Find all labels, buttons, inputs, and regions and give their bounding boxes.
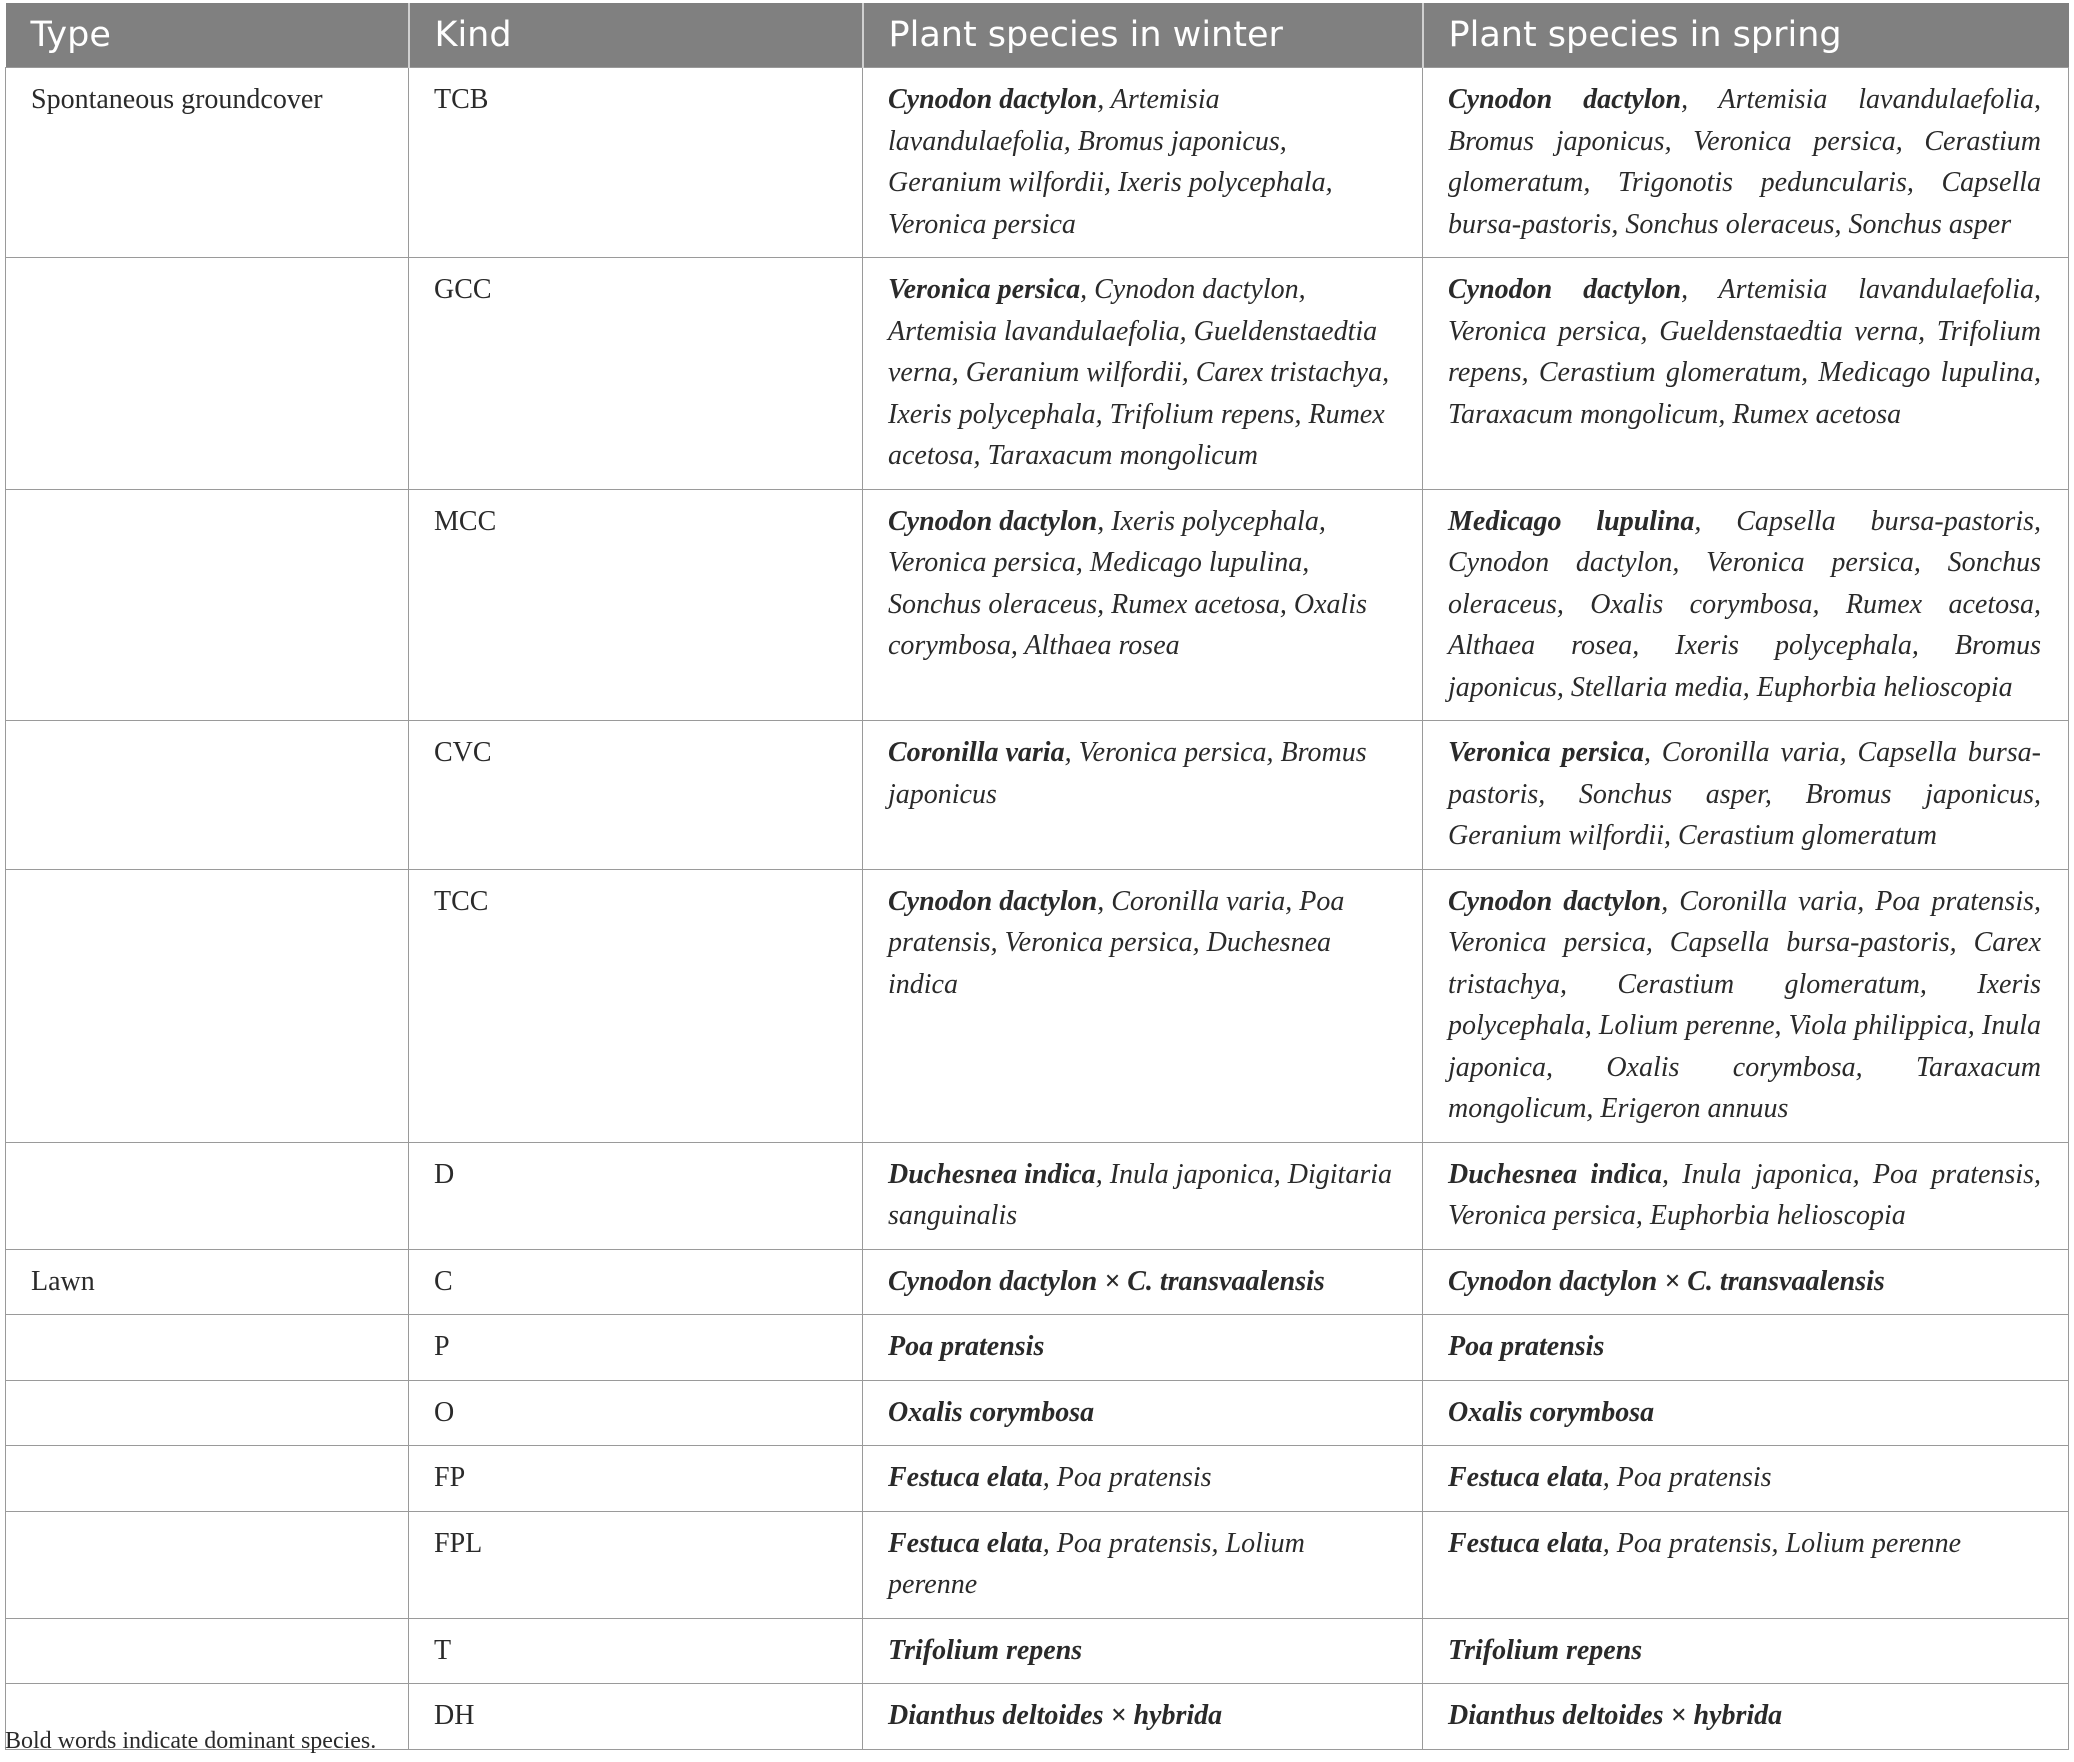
winter-species-cell [863, 1446, 1423, 1512]
dominant-species: Trifolium repens [1448, 1634, 1643, 1666]
kind-cell: FP [409, 1446, 863, 1512]
species-list: , Cynodon dactylon, Artemisia lavandulaefolia, Gueldenstaedtia verna, Geranium wilfordii, Carex tristachya, Ixeris polycephala, Trifolium repens, Rumex acetosa, Taraxacum mongolicum [888, 274, 1390, 471]
footnote: Bold words indicate dominant species. [5, 1728, 377, 1754]
type-cell [6, 489, 409, 721]
dominant-species: Veronica persica [1448, 737, 1644, 768]
species-list: , Veronica persica, Bromus japonicus [888, 737, 1367, 810]
table-row [6, 1315, 2069, 1381]
winter-species-cell [863, 1315, 1423, 1381]
winter-species-cell [863, 1511, 1423, 1618]
species-list: , Coronilla varia, Capsella bursa-pastoris, Sonchus asper, Bromus japonicus, Geranium wilfordii, Cerastium glomeratum [1448, 737, 2041, 851]
type-cell [6, 1380, 409, 1446]
species-list: , Artemisia lavandulaefolia, Bromus japonicus, Veronica persica, Cerastium glomeratum, Trigonotis peduncularis, Capsella bursa-pastoris, Sonchus oleraceus, Sonchus asper [1448, 84, 2041, 240]
species-list: , Poa pratensis [1602, 1462, 1772, 1493]
type-cell [6, 1142, 409, 1249]
winter-species-cell [863, 869, 1423, 1142]
spring-species-cell [1423, 1684, 2069, 1750]
table-body [6, 68, 2069, 1750]
kind-cell: D [409, 1142, 863, 1249]
dominant-species: Cynodon dactylon [1448, 885, 1662, 917]
spring-species-cell [1423, 68, 2069, 258]
dominant-species: Duchesnea indica [1448, 1158, 1662, 1190]
kind-cell: FPL [409, 1511, 863, 1618]
dominant-species: Veronica persica [888, 274, 1081, 305]
species-list: , Poa pratensis, Lolium perenne [888, 1527, 1305, 1600]
table-row [6, 1380, 2069, 1446]
dominant-species: Cynodon dactylon [888, 885, 1098, 917]
species-list: , Capsella bursa-pastoris, Cynodon dactylon, Veronica persica, Sonchus oleraceus, Oxalis corymbosa, Rumex acetosa, Althaea rosea, Ixeris polycephala, Bromus japonicus, Stellaria media, Euphorbia helioscopia [1448, 505, 2041, 703]
winter-species-cell [863, 489, 1423, 721]
dominant-species: Duchesnea indica [888, 1158, 1096, 1190]
header-spring: Plant species in spring [1423, 3, 2069, 68]
dominant-species: Oxalis corymbosa [888, 1396, 1095, 1428]
table-row [6, 721, 2069, 870]
header-type: Type [6, 3, 409, 68]
spring-species-cell [1423, 258, 2069, 490]
spring-species-cell [1423, 1446, 2069, 1512]
dominant-species: Cynodon dactylon [888, 505, 1098, 537]
winter-species-cell [863, 1618, 1423, 1684]
dominant-species: Oxalis corymbosa [1448, 1396, 1655, 1428]
kind-cell: CVC [409, 721, 863, 870]
spring-species-cell [1423, 1315, 2069, 1381]
species-table [5, 3, 2069, 1750]
spring-species-cell [1423, 1249, 2069, 1315]
dominant-species: Coronilla varia [888, 737, 1065, 768]
dominant-species: Festuca elata [1448, 1527, 1603, 1559]
type-cell [6, 1511, 409, 1618]
table-row [6, 1446, 2069, 1512]
dominant-species: Festuca elata [888, 1527, 1043, 1559]
table-row [6, 258, 2069, 490]
kind-cell: DH [409, 1684, 863, 1750]
dominant-species: Medicago lupulina [1448, 505, 1695, 537]
spring-species-cell [1423, 1511, 2069, 1618]
species-list: , Ixeris polycephala, Veronica persica, Medicago lupulina, Sonchus oleraceus, Rumex acetosa, Oxalis corymbosa, Althaea rosea [888, 505, 1367, 661]
species-list: , Poa pratensis, Lolium perenne [1602, 1527, 1962, 1559]
winter-species-cell [863, 1380, 1423, 1446]
header-row [6, 3, 2069, 68]
species-table-container [5, 3, 2068, 1750]
table-row [6, 1618, 2069, 1684]
header-kind: Kind [409, 3, 863, 68]
table-row [6, 68, 2069, 258]
species-list: , Artemisia lavandulaefolia, Bromus japonicus, Geranium wilfordii, Ixeris polycephala, Veronica persica [888, 84, 1333, 240]
kind-cell: TCB [409, 68, 863, 258]
kind-cell: MCC [409, 489, 863, 721]
kind-cell: T [409, 1618, 863, 1684]
species-list: , Coronilla varia, Poa pratensis, Veronica persica, Capsella bursa-pastoris, Carex tristachya, Cerastium glomeratum, Ixeris polycephala, Lolium perenne, Viola philippica, Inula japonica, Oxalis corymbosa, Taraxacum mongolicum, Erigeron annuus [1448, 885, 2041, 1124]
dominant-species: Festuca elata [1448, 1462, 1603, 1493]
type-cell [6, 1446, 409, 1512]
table-row [6, 489, 2069, 721]
winter-species-cell [863, 258, 1423, 490]
species-list: , Artemisia lavandulaefolia, Veronica persica, Gueldenstaedtia verna, Trifolium repens, Cerastium glomeratum, Medicago lupulina, Taraxacum mongolicum, Rumex acetosa [1448, 274, 2041, 430]
dominant-species: Cynodon dactylon [1448, 84, 1682, 115]
table-row [6, 1142, 2069, 1249]
type-cell [6, 1618, 409, 1684]
dominant-species: Cynodon dactylon × C. transvaalensis [1448, 1265, 1885, 1297]
species-list: , Inula japonica, Digitaria sanguinalis [888, 1158, 1393, 1231]
kind-cell: O [409, 1380, 863, 1446]
spring-species-cell [1423, 721, 2069, 870]
winter-species-cell [863, 721, 1423, 870]
dominant-species: Festuca elata [888, 1462, 1043, 1493]
kind-cell: P [409, 1315, 863, 1381]
spring-species-cell [1423, 1618, 2069, 1684]
type-cell [6, 721, 409, 870]
kind-cell: C [409, 1249, 863, 1315]
table-row [6, 869, 2069, 1142]
table-row [6, 1511, 2069, 1618]
species-list: , Inula japonica, Poa pratensis, Veronica persica, Euphorbia helioscopia [1448, 1158, 2041, 1231]
dominant-species: Poa pratensis [1448, 1331, 1605, 1362]
species-list: , Poa pratensis [1042, 1462, 1212, 1493]
kind-cell: TCC [409, 869, 863, 1142]
spring-species-cell [1423, 1380, 2069, 1446]
winter-species-cell [863, 68, 1423, 258]
header-winter: Plant species in winter [863, 3, 1423, 68]
dominant-species: Dianthus deltoides × hybrida [1448, 1700, 1783, 1731]
spring-species-cell [1423, 1142, 2069, 1249]
winter-species-cell [863, 1142, 1423, 1249]
kind-cell: GCC [409, 258, 863, 490]
dominant-species: Poa pratensis [888, 1331, 1045, 1362]
dominant-species: Cynodon dactylon × C. transvaalensis [888, 1265, 1325, 1297]
table-row [6, 1249, 2069, 1315]
dominant-species: Cynodon dactylon [1448, 274, 1682, 305]
dominant-species: Trifolium repens [888, 1634, 1083, 1666]
dominant-species: Cynodon dactylon [888, 84, 1098, 115]
winter-species-cell [863, 1249, 1423, 1315]
type-cell [6, 869, 409, 1142]
type-cell [6, 1315, 409, 1381]
type-cell [6, 258, 409, 490]
spring-species-cell [1423, 869, 2069, 1142]
species-list: , Coronilla varia, Poa pratensis, Veronica persica, Duchesnea indica [888, 885, 1345, 1000]
winter-species-cell [863, 1684, 1423, 1750]
type-cell: Lawn [6, 1249, 409, 1315]
type-cell: Spontaneous groundcover [6, 68, 409, 258]
dominant-species: Dianthus deltoides × hybrida [888, 1700, 1223, 1731]
spring-species-cell [1423, 489, 2069, 721]
